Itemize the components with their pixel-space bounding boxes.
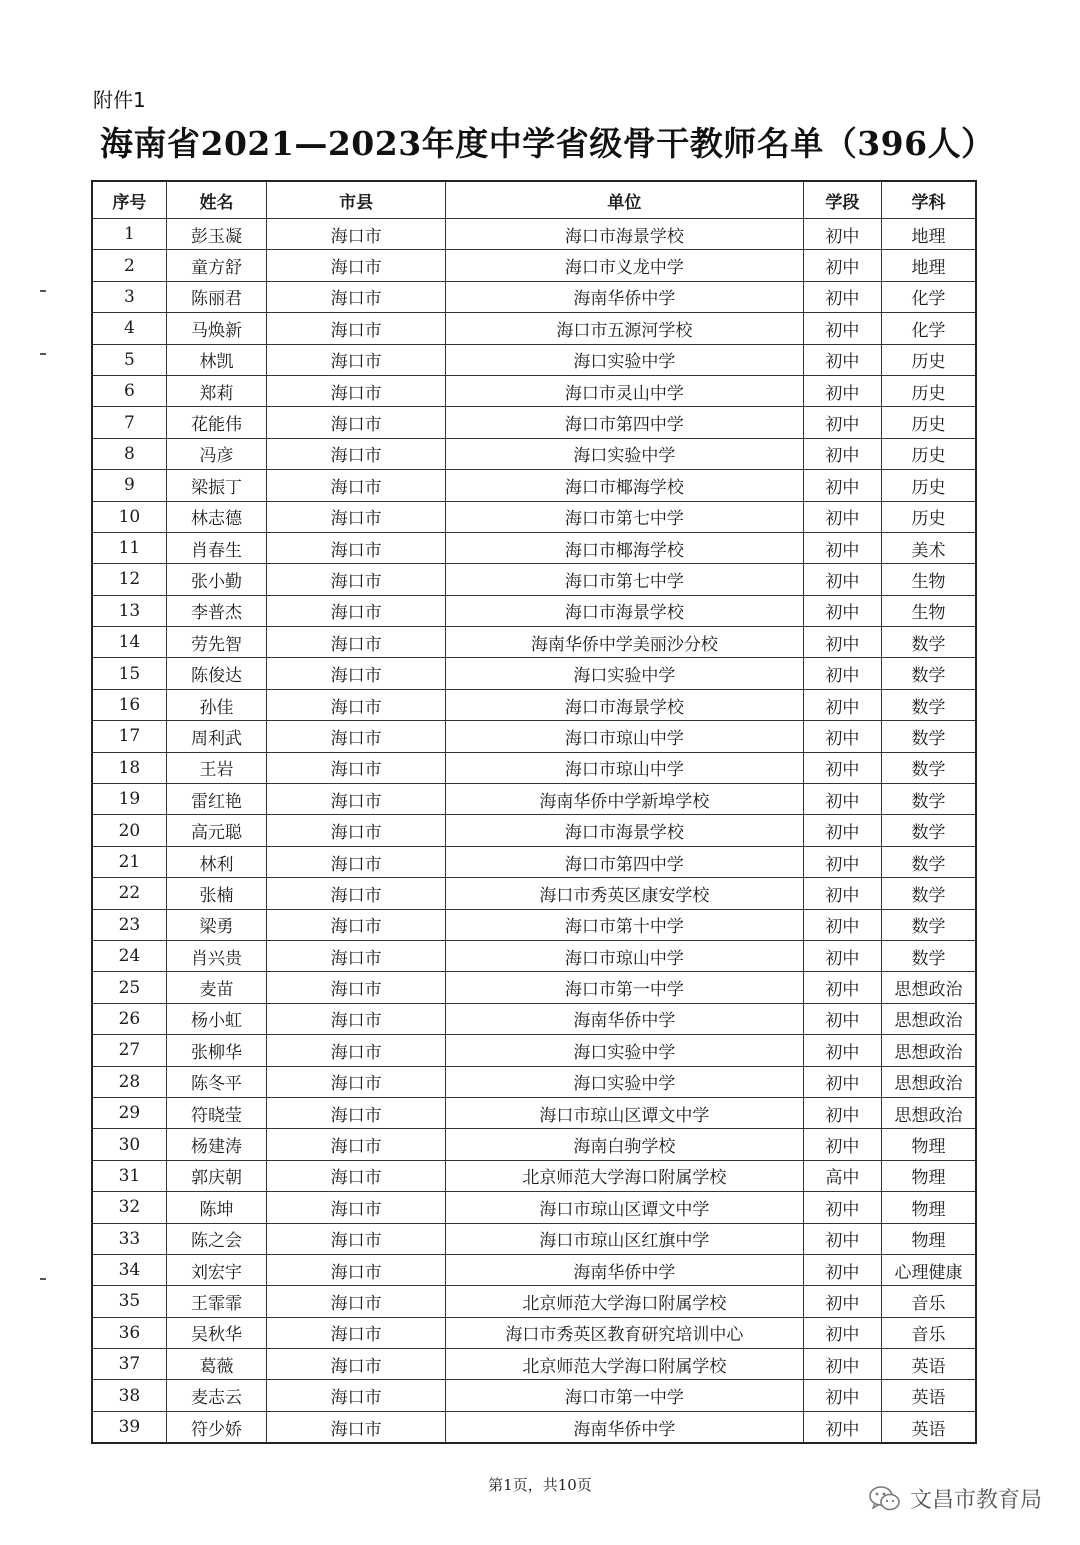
cell-index: 34 [92, 1254, 166, 1285]
cell-city: 海口市 [267, 250, 446, 281]
cell-level: 初中 [803, 375, 881, 406]
column-header-subject: 学科 [882, 181, 976, 219]
cell-city: 海口市 [267, 1349, 446, 1380]
cell-city: 海口市 [267, 1066, 446, 1097]
cell-name: 冯彦 [166, 438, 266, 469]
cell-subject: 化学 [882, 281, 976, 312]
cell-school: 海口市义龙中学 [446, 250, 804, 281]
cell-level: 初中 [803, 972, 881, 1003]
cell-name: 张柳华 [166, 1035, 266, 1066]
cell-index: 36 [92, 1317, 166, 1348]
cell-index: 32 [92, 1192, 166, 1223]
column-header-level: 学段 [803, 181, 881, 219]
cell-index: 39 [92, 1411, 166, 1443]
cell-level: 初中 [803, 1254, 881, 1285]
cell-subject: 物理 [882, 1160, 976, 1191]
cell-subject: 历史 [882, 407, 976, 438]
cell-level: 初中 [803, 313, 881, 344]
table-row [92, 689, 976, 720]
cell-school: 海南华侨中学新埠学校 [446, 784, 804, 815]
cell-level: 初中 [803, 1097, 881, 1128]
cell-subject: 地理 [882, 219, 976, 250]
cell-level: 初中 [803, 1380, 881, 1411]
table-row [92, 1160, 976, 1191]
cell-city: 海口市 [267, 627, 446, 658]
cell-city: 海口市 [267, 1317, 446, 1348]
cell-name: 张小勤 [166, 564, 266, 595]
cell-index: 22 [92, 878, 166, 909]
cell-name: 高元聪 [166, 815, 266, 846]
cell-index: 18 [92, 752, 166, 783]
cell-subject: 地理 [882, 250, 976, 281]
cell-school: 海口市海景学校 [446, 219, 804, 250]
cell-name: 彭玉凝 [166, 219, 266, 250]
cell-subject: 历史 [882, 501, 976, 532]
table-row [92, 1223, 976, 1254]
cell-level: 初中 [803, 721, 881, 752]
cell-subject: 数学 [882, 909, 976, 940]
cell-school: 海南白驹学校 [446, 1129, 804, 1160]
cell-school: 海口市琼山区谭文中学 [446, 1192, 804, 1223]
table-row [92, 1003, 976, 1034]
cell-school: 海口市海景学校 [446, 595, 804, 626]
table-row [92, 595, 976, 626]
table-row [92, 1380, 976, 1411]
cell-school: 海口市琼山中学 [446, 721, 804, 752]
cell-name: 陈俊达 [166, 658, 266, 689]
table-row [92, 815, 976, 846]
cell-index: 12 [92, 564, 166, 595]
cell-city: 海口市 [267, 1129, 446, 1160]
cell-index: 8 [92, 438, 166, 469]
cell-subject: 思想政治 [882, 1066, 976, 1097]
cell-school: 海口市琼山区红旗中学 [446, 1223, 804, 1254]
cell-city: 海口市 [267, 375, 446, 406]
cell-subject: 思想政治 [882, 1003, 976, 1034]
cell-index: 6 [92, 375, 166, 406]
cell-level: 初中 [803, 784, 881, 815]
table-row [92, 470, 976, 501]
cell-index: 2 [92, 250, 166, 281]
table-row [92, 784, 976, 815]
table-row [92, 1129, 976, 1160]
table-row [92, 1066, 976, 1097]
cell-level: 初中 [803, 940, 881, 971]
table-row [92, 344, 976, 375]
cell-city: 海口市 [267, 438, 446, 469]
table-header-row [92, 181, 976, 219]
cell-level: 初中 [803, 1317, 881, 1348]
cell-city: 海口市 [267, 940, 446, 971]
table-row [92, 438, 976, 469]
table-row [92, 407, 976, 438]
cell-city: 海口市 [267, 658, 446, 689]
cell-index: 9 [92, 470, 166, 501]
cell-city: 海口市 [267, 219, 446, 250]
cell-index: 28 [92, 1066, 166, 1097]
cell-level: 初中 [803, 627, 881, 658]
cell-name: 林志德 [166, 501, 266, 532]
cell-level: 初中 [803, 407, 881, 438]
cell-city: 海口市 [267, 501, 446, 532]
cell-index: 31 [92, 1160, 166, 1191]
cell-name: 葛薇 [166, 1349, 266, 1380]
cell-school: 北京师范大学海口附属学校 [446, 1286, 804, 1317]
cell-index: 1 [92, 219, 166, 250]
cell-name: 麦苗 [166, 972, 266, 1003]
table-row [92, 940, 976, 971]
cell-index: 17 [92, 721, 166, 752]
cell-level: 初中 [803, 470, 881, 501]
cell-city: 海口市 [267, 532, 446, 563]
cell-name: 陈坤 [166, 1192, 266, 1223]
cell-subject: 英语 [882, 1349, 976, 1380]
scan-mark [40, 1278, 46, 1280]
table-row [92, 532, 976, 563]
watermark-badge [868, 1483, 1042, 1514]
cell-school: 海口市海景学校 [446, 815, 804, 846]
cell-school: 海口市第一中学 [446, 1380, 804, 1411]
cell-level: 初中 [803, 1066, 881, 1097]
table-row [92, 1035, 976, 1066]
cell-city: 海口市 [267, 1254, 446, 1285]
cell-index: 38 [92, 1380, 166, 1411]
cell-level: 初中 [803, 1129, 881, 1160]
scan-mark [40, 353, 46, 355]
cell-school: 海口市琼山中学 [446, 752, 804, 783]
cell-index: 13 [92, 595, 166, 626]
cell-school: 海口市第四中学 [446, 846, 804, 877]
cell-name: 陈冬平 [166, 1066, 266, 1097]
cell-name: 李普杰 [166, 595, 266, 626]
cell-school: 北京师范大学海口附属学校 [446, 1349, 804, 1380]
cell-school: 海南华侨中学 [446, 1411, 804, 1443]
cell-city: 海口市 [267, 784, 446, 815]
cell-index: 23 [92, 909, 166, 940]
cell-city: 海口市 [267, 815, 446, 846]
cell-index: 10 [92, 501, 166, 532]
cell-name: 林利 [166, 846, 266, 877]
cell-school: 海口实验中学 [446, 1066, 804, 1097]
cell-city: 海口市 [267, 564, 446, 595]
cell-city: 海口市 [267, 1160, 446, 1191]
cell-name: 王岩 [166, 752, 266, 783]
cell-level: 初中 [803, 815, 881, 846]
cell-city: 海口市 [267, 878, 446, 909]
cell-name: 杨建涛 [166, 1129, 266, 1160]
cell-subject: 数学 [882, 689, 976, 720]
cell-index: 19 [92, 784, 166, 815]
cell-level: 初中 [803, 878, 881, 909]
table-row [92, 219, 976, 250]
cell-level: 初中 [803, 438, 881, 469]
cell-subject: 美术 [882, 532, 976, 563]
cell-subject: 音乐 [882, 1317, 976, 1348]
cell-name: 梁振丁 [166, 470, 266, 501]
cell-name: 肖春生 [166, 532, 266, 563]
cell-city: 海口市 [267, 1411, 446, 1443]
table-row [92, 627, 976, 658]
cell-name: 花能伟 [166, 407, 266, 438]
cell-subject: 生物 [882, 564, 976, 595]
cell-level: 初中 [803, 501, 881, 532]
table-row [92, 658, 976, 689]
cell-level: 初中 [803, 1003, 881, 1034]
table-row [92, 1317, 976, 1348]
cell-school: 海口市灵山中学 [446, 375, 804, 406]
table-row [92, 375, 976, 406]
cell-name: 周利武 [166, 721, 266, 752]
cell-name: 王霏霏 [166, 1286, 266, 1317]
cell-subject: 物理 [882, 1223, 976, 1254]
column-header-name: 姓名 [166, 181, 266, 219]
cell-level: 初中 [803, 1411, 881, 1443]
cell-school: 海口市琼山中学 [446, 940, 804, 971]
table-row [92, 1286, 976, 1317]
cell-subject: 化学 [882, 313, 976, 344]
cell-level: 初中 [803, 281, 881, 312]
cell-city: 海口市 [267, 1223, 446, 1254]
cell-school: 海南华侨中学美丽沙分校 [446, 627, 804, 658]
cell-school: 海口市秀英区康安学校 [446, 878, 804, 909]
cell-school: 海口市五源河学校 [446, 313, 804, 344]
cell-school: 海口实验中学 [446, 658, 804, 689]
scan-mark [40, 290, 46, 292]
table-row [92, 1254, 976, 1285]
wechat-icon [868, 1484, 902, 1514]
cell-subject: 历史 [882, 438, 976, 469]
teacher-roster-table [91, 180, 977, 1444]
cell-subject: 思想政治 [882, 1097, 976, 1128]
cell-subject: 物理 [882, 1192, 976, 1223]
cell-subject: 心理健康 [882, 1254, 976, 1285]
cell-city: 海口市 [267, 344, 446, 375]
cell-school: 海口市第一中学 [446, 972, 804, 1003]
cell-level: 初中 [803, 658, 881, 689]
cell-level: 初中 [803, 1349, 881, 1380]
cell-school: 海口市第四中学 [446, 407, 804, 438]
column-header-index: 序号 [92, 181, 166, 219]
cell-index: 20 [92, 815, 166, 846]
cell-name: 符少娇 [166, 1411, 266, 1443]
cell-name: 雷红艳 [166, 784, 266, 815]
cell-name: 童方舒 [166, 250, 266, 281]
cell-index: 21 [92, 846, 166, 877]
table-row [92, 281, 976, 312]
cell-level: 初中 [803, 564, 881, 595]
cell-level: 初中 [803, 532, 881, 563]
watermark-text: 文昌市教育局 [909, 1488, 1042, 1513]
table-row [92, 752, 976, 783]
cell-name: 张楠 [166, 878, 266, 909]
cell-name: 麦志云 [166, 1380, 266, 1411]
cell-subject: 数学 [882, 878, 976, 909]
cell-school: 海南华侨中学 [446, 1003, 804, 1034]
cell-school: 海口市第十中学 [446, 909, 804, 940]
table-row [92, 1349, 976, 1380]
cell-subject: 物理 [882, 1129, 976, 1160]
cell-school: 海口市琼山区谭文中学 [446, 1097, 804, 1128]
cell-index: 3 [92, 281, 166, 312]
cell-school: 海口市椰海学校 [446, 470, 804, 501]
cell-level: 初中 [803, 250, 881, 281]
table-row [92, 878, 976, 909]
cell-name: 陈丽君 [166, 281, 266, 312]
cell-school: 海口市椰海学校 [446, 532, 804, 563]
cell-city: 海口市 [267, 1192, 446, 1223]
cell-index: 25 [92, 972, 166, 1003]
cell-city: 海口市 [267, 909, 446, 940]
cell-subject: 英语 [882, 1411, 976, 1443]
cell-subject: 思想政治 [882, 1035, 976, 1066]
cell-subject: 数学 [882, 752, 976, 783]
cell-name: 刘宏宇 [166, 1254, 266, 1285]
cell-city: 海口市 [267, 1003, 446, 1034]
cell-subject: 数学 [882, 784, 976, 815]
cell-city: 海口市 [267, 281, 446, 312]
cell-index: 26 [92, 1003, 166, 1034]
cell-city: 海口市 [267, 1380, 446, 1411]
cell-index: 33 [92, 1223, 166, 1254]
table-row [92, 250, 976, 281]
cell-level: 初中 [803, 219, 881, 250]
cell-city: 海口市 [267, 721, 446, 752]
cell-name: 郑莉 [166, 375, 266, 406]
cell-name: 劳先智 [166, 627, 266, 658]
column-header-school: 单位 [446, 181, 804, 219]
cell-school: 海口市第七中学 [446, 501, 804, 532]
cell-city: 海口市 [267, 595, 446, 626]
cell-subject: 数学 [882, 846, 976, 877]
cell-subject: 生物 [882, 595, 976, 626]
column-header-city: 市县 [267, 181, 446, 219]
cell-level: 初中 [803, 344, 881, 375]
cell-subject: 数学 [882, 815, 976, 846]
table-row [92, 564, 976, 595]
table-row [92, 972, 976, 1003]
cell-city: 海口市 [267, 470, 446, 501]
cell-name: 陈之会 [166, 1223, 266, 1254]
cell-index: 5 [92, 344, 166, 375]
table-body [92, 219, 976, 1444]
cell-subject: 数学 [882, 721, 976, 752]
cell-level: 初中 [803, 1192, 881, 1223]
cell-subject: 数学 [882, 658, 976, 689]
cell-subject: 数学 [882, 627, 976, 658]
document-title: 海南省2021—2023年度中学省级骨干教师名单（396人） [100, 124, 995, 163]
cell-index: 11 [92, 532, 166, 563]
cell-index: 27 [92, 1035, 166, 1066]
cell-level: 初中 [803, 595, 881, 626]
cell-index: 7 [92, 407, 166, 438]
cell-subject: 数学 [882, 940, 976, 971]
cell-school: 海口实验中学 [446, 344, 804, 375]
attachment-label: 附件1 [93, 88, 146, 112]
table-row [92, 1411, 976, 1443]
cell-school: 北京师范大学海口附属学校 [446, 1160, 804, 1191]
cell-subject: 英语 [882, 1380, 976, 1411]
cell-index: 14 [92, 627, 166, 658]
cell-level: 高中 [803, 1160, 881, 1191]
cell-index: 15 [92, 658, 166, 689]
cell-level: 初中 [803, 689, 881, 720]
cell-city: 海口市 [267, 1097, 446, 1128]
table-row [92, 501, 976, 532]
cell-index: 29 [92, 1097, 166, 1128]
cell-index: 30 [92, 1129, 166, 1160]
cell-level: 初中 [803, 1286, 881, 1317]
cell-subject: 历史 [882, 375, 976, 406]
cell-subject: 历史 [882, 470, 976, 501]
cell-school: 海南华侨中学 [446, 281, 804, 312]
cell-city: 海口市 [267, 1035, 446, 1066]
page-number: 第1页，共10页 [488, 1476, 592, 1494]
cell-level: 初中 [803, 752, 881, 783]
cell-subject: 历史 [882, 344, 976, 375]
cell-city: 海口市 [267, 1286, 446, 1317]
cell-name: 梁勇 [166, 909, 266, 940]
cell-index: 24 [92, 940, 166, 971]
cell-name: 符晓莹 [166, 1097, 266, 1128]
cell-school: 海口实验中学 [446, 438, 804, 469]
cell-city: 海口市 [267, 752, 446, 783]
cell-name: 吴秋华 [166, 1317, 266, 1348]
cell-name: 林凯 [166, 344, 266, 375]
cell-city: 海口市 [267, 972, 446, 1003]
table-row [92, 313, 976, 344]
cell-school: 海口实验中学 [446, 1035, 804, 1066]
table-row [92, 846, 976, 877]
cell-name: 肖兴贵 [166, 940, 266, 971]
cell-level: 初中 [803, 846, 881, 877]
cell-name: 郭庆朝 [166, 1160, 266, 1191]
cell-school: 海口市第七中学 [446, 564, 804, 595]
cell-name: 马焕新 [166, 313, 266, 344]
cell-index: 35 [92, 1286, 166, 1317]
cell-level: 初中 [803, 1223, 881, 1254]
cell-subject: 思想政治 [882, 972, 976, 1003]
cell-index: 4 [92, 313, 166, 344]
table-row [92, 1097, 976, 1128]
cell-level: 初中 [803, 1035, 881, 1066]
cell-subject: 音乐 [882, 1286, 976, 1317]
cell-school: 海口市秀英区教育研究培训中心 [446, 1317, 804, 1348]
cell-name: 杨小虹 [166, 1003, 266, 1034]
cell-school: 海南华侨中学 [446, 1254, 804, 1285]
cell-name: 孙佳 [166, 689, 266, 720]
table-row [92, 1192, 976, 1223]
table-row [92, 721, 976, 752]
cell-school: 海口市海景学校 [446, 689, 804, 720]
cell-city: 海口市 [267, 313, 446, 344]
cell-city: 海口市 [267, 407, 446, 438]
cell-index: 16 [92, 689, 166, 720]
cell-level: 初中 [803, 909, 881, 940]
table-row [92, 909, 976, 940]
cell-city: 海口市 [267, 846, 446, 877]
cell-city: 海口市 [267, 689, 446, 720]
cell-index: 37 [92, 1349, 166, 1380]
